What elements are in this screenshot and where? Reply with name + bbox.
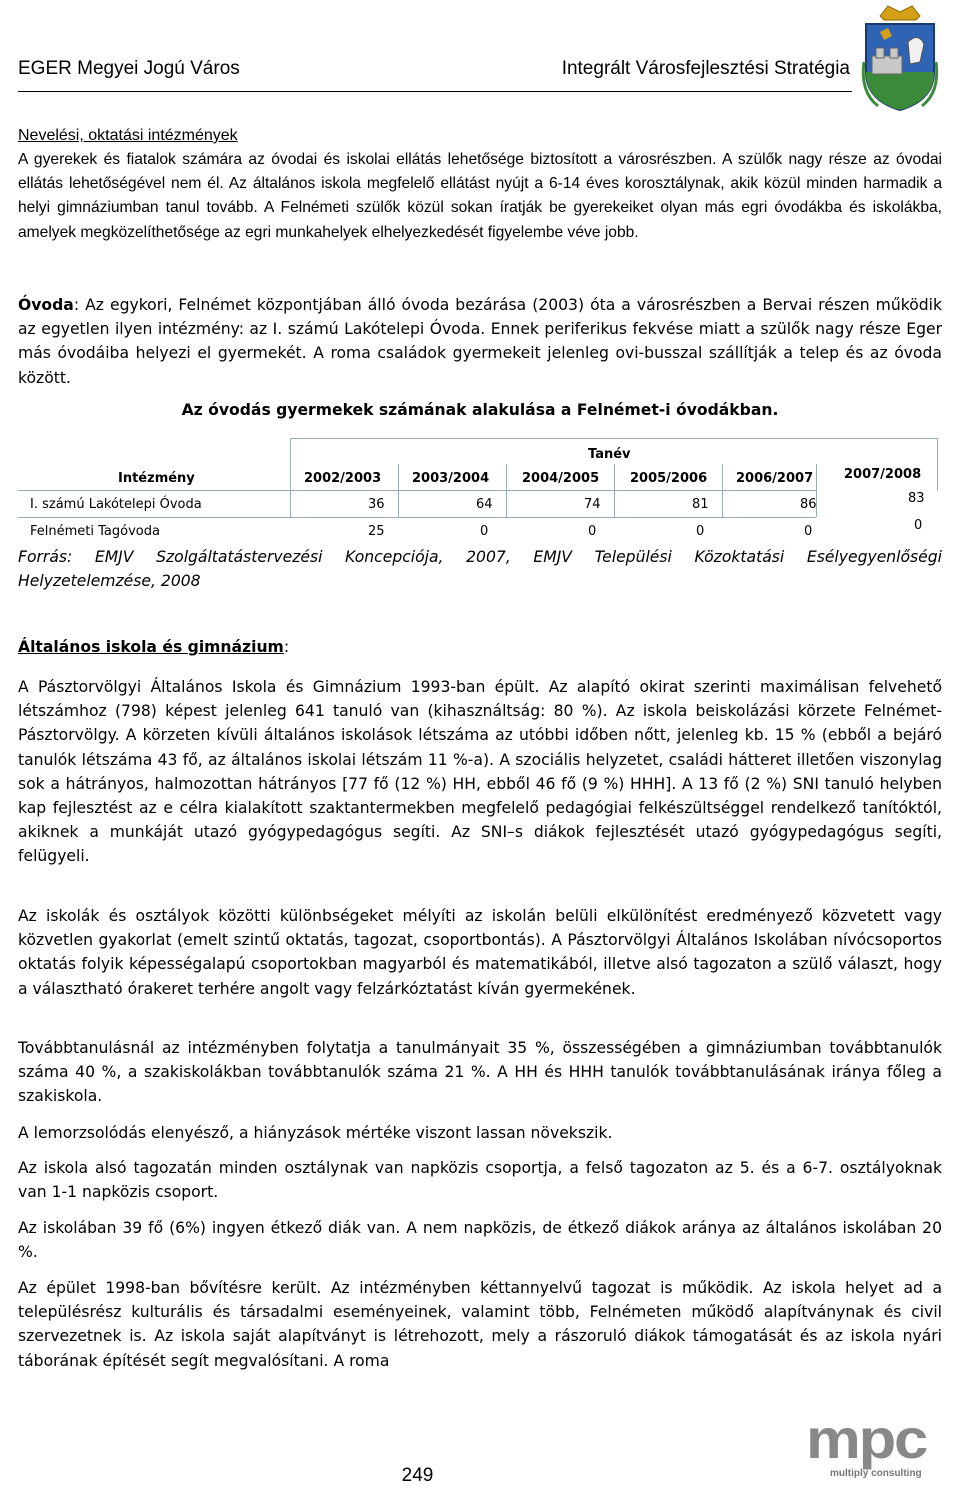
ovoda-text: : Az egykori, Felnémet központjában álló óvoda bezárása (2003) óta a városrészben a Bervai részen működik az egyetlen ilyen intézmény: az I. számú Lakótelepi Óvoda. Ennek periferikus fekvése miatt a szülők nagy része Eger más óvodáiba helyezi el gyermekét. A roma családok gyermekeit jelenleg ovi-busszal szállítják a telep és az óvoda között. [18, 296, 942, 387]
kindergarten-table [18, 438, 942, 544]
table-cell: 0 [696, 524, 705, 539]
body-paragraph: Az iskolában 39 fő (6%) ingyen étkező diák van. A nem napközis, de étkező diákok aránya az általános iskolában 20 %. [18, 1219, 942, 1262]
body-paragraph: Az iskola alsó tagozatán minden osztálynak van napközis csoportja, a felső tagozaton az 5. és a 6-7. osztályoknak van 1-1 napközis csoport. [18, 1159, 942, 1202]
table-rule [18, 490, 816, 491]
intro-paragraph: A gyerekek és fiatalok számára az óvodai és iskolai ellátás lehetősége biztosított a városrészben. A szülők nagy része az óvodai ellátás lehetőségével nem él. Az általános iskola megfelelő ellátást nyújt a 6-14 éves korosztálynak, akik közül minden harmadik a helyi gimnáziumban tanul tovább. A Felnémeti szülők közül sokan íratják be gyerekeiket olyan más egri óvodákba és iskolákba, amelyek megközelíthetősége az egri munkahelyek elhelyezkedését figyelembe véve jobb. [18, 151, 942, 241]
page-header [18, 0, 942, 92]
table-rule [506, 464, 507, 517]
table-rule [722, 464, 723, 517]
table-year-header: 2006/2007 [736, 471, 814, 486]
company-logo [800, 1407, 948, 1482]
header-city: EGER Megyei Jogú Város [18, 58, 240, 79]
table-cell: 0 [588, 524, 597, 539]
table-year-header: 2002/2003 [304, 471, 382, 486]
table-cell: 83 [908, 491, 925, 506]
section-title: Nevelési, oktatási intézmények [18, 127, 238, 144]
subsection-title [18, 638, 289, 656]
table-year-header: 2005/2006 [630, 471, 708, 486]
table-rule [290, 490, 291, 517]
table-cell: 64 [476, 497, 493, 512]
table-cell: 81 [692, 497, 709, 512]
page-number: 249 [401, 1465, 434, 1486]
table-row-header: Intézmény [118, 471, 195, 486]
body-paragraph: Továbbtanulásnál az intézményben folytatja a tanulmányait 35 %, összességében a gimnáziumban továbbtanulók száma 40 %, a szakiskolákban továbbtanulók száma 21 %. A HH és HHH tanulók továbbtanulásának iránya főleg a szakiskola. [18, 1039, 942, 1106]
body-paragraph: Az épület 1998-ban bővítésre került. Az intézményben kéttannyelvű tagozat is működik. Az iskola helyet ad a településrész kulturális és társadalmi eseményeinek, valamint több, Felnémeten működő alapítványnak és civil szervezetnek is. Az iskola saját alapítványt is létrehozott, mely a rászoruló diákok támogatását és az iskola nyári táborának építését segít megvalósítani. A roma [18, 1279, 942, 1370]
table-group-header: Tanév [588, 447, 631, 462]
table-cell: 0 [914, 518, 923, 533]
subsection-title-suffix: : [283, 638, 290, 656]
table-year-header: 2007/2008 [844, 467, 922, 482]
table-rule [614, 464, 615, 517]
body-paragraph: A Pásztorvölgyi Általános Iskola és Gimnázium 1993-ban épült. Az alapító okirat szerinti maximálisan felvehető létszámhoz (798) képest jelenleg 641 tanuló van (kihasználtság: 80 %). Az iskola beiskolázási körzete Felnémet-Pásztorvölgy. A körzeten kívüli általános iskolások létszáma az utóbbi időben nőtt, jelenleg kb. 15 % (ebből a bejáró tanulók létszáma 43 fő, az általános iskolai létszám 11 %-a). A szociális helyzetet, családi hátteret illetően viszonylag sok a hátrányos, halmozottan hátrányos [77 fő (12 %) HH, ebből 46 fő (9 %) HHH]. A 13 fő (2 %) SNI tanuló helyben kap fejlesztést az e célra kialakított szaktantermekben megfelelő pedagógiai felkészültséggel rendelkező tanítóktól, akiknek a munkáját utazó gyógypedagógus segíti. Az SNI–s diákok fejlesztését utazó gyógypedagógus segíti, felügyeli. [18, 678, 942, 866]
table-year-header: 2003/2004 [412, 471, 490, 486]
ovoda-label: Óvoda [18, 296, 74, 314]
table-caption: Az óvodás gyermekek számának alakulása a Felnémet-i óvodákban. [181, 401, 779, 419]
table-cell: 0 [804, 524, 813, 539]
header-document-title: Integrált Városfejlesztési Stratégia [561, 58, 850, 79]
table-cell: 0 [480, 524, 489, 539]
body-paragraph: A lemorzsolódás elenyésző, a hiányzások mértéke viszont lassan növekszik. [18, 1124, 613, 1142]
logo-mark: mpc [806, 1407, 927, 1470]
table-rule [18, 517, 816, 518]
header-rule [18, 91, 852, 92]
table-year-header: 2004/2005 [522, 471, 600, 486]
table-rule [398, 464, 399, 517]
table-cell: 74 [584, 497, 601, 512]
table-cell: 86 [800, 497, 817, 512]
table-cell: 25 [368, 524, 385, 539]
logo-subtitle: multiply consulting [830, 1468, 922, 1479]
subsection-title-text: Általános iskola és gimnázium [18, 638, 284, 656]
table-cell: 36 [368, 497, 385, 512]
ovoda-paragraph [18, 293, 942, 390]
table-row-name: Felnémeti Tagóvoda [30, 524, 160, 539]
coat-of-arms-icon [858, 2, 942, 114]
table-source: Forrás: EMJV Szolgáltatástervezési Koncepciója, 2007, EMJV Települési Közoktatási Esélyegyenlőségi Helyzetelemzése, 2008 [18, 548, 942, 591]
table-row-name: I. számú Lakótelepi Óvoda [30, 497, 202, 512]
body-paragraph: Az iskolák és osztályok közötti különbségeket mélyíti az iskolán belüli elkülönítést eredményező közvetett vagy közvetlen gyakorlat (emelt szintű oktatás, tagozat, csoportbontás). A Pásztorvölgyi Általános Iskolában nívócsoportos oktatás folyik képességalapú csoportokban magyarból és matematikából, illetve alsó tagozaton a szülő választ, hogy a választható órakeret terhére angolt vagy felzárkóztatást kíván gyermekének. [18, 907, 942, 998]
